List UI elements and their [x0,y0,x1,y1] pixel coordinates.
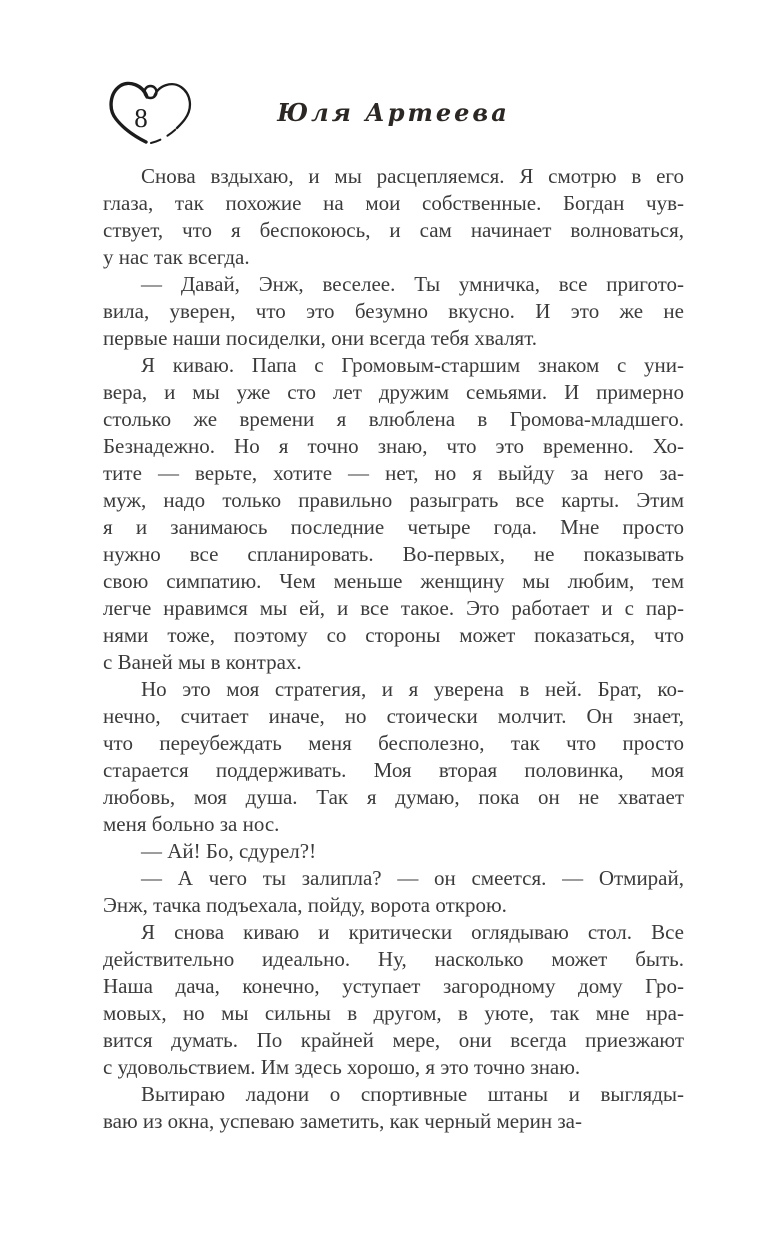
text-line: тите — верьте, хотите — нет, но я выйду за него за- [103,461,684,485]
text-line: — Ай! Бо, сдурел?! [141,839,317,863]
text-line: Я снова киваю и критически оглядываю стол. Все [141,920,684,944]
paragraph [103,352,684,676]
text-line: глаза, так похожие на мои собственные. Богдан чув- [103,191,684,215]
text-line: у нас так всегда. [103,245,250,269]
text-line: нечно, считает иначе, но стоически молчит. Он знает, [103,704,684,728]
paragraph [103,163,684,271]
text-line: Но это моя стратегия, и я уверена в ней. Брат, ко- [141,677,684,701]
text-line: старается поддерживать. Моя вторая половинка, моя [103,758,684,782]
text-block [103,163,684,1135]
text-line: что переубеждать меня бесполезно, так что просто [103,731,684,755]
text-line: любовь, моя душа. Так я думаю, пока он не хватает [103,785,684,809]
text-line: Энж, тачка подъехала, пойду, ворота открою. [103,893,507,917]
paragraph [103,1081,684,1135]
text-line: первые наши посиделки, они всегда тебя хвалят. [103,326,538,350]
page-number: 8 [134,103,148,133]
paragraph [103,838,684,865]
author-header: Юля Артеева [277,98,510,127]
text-line: Наша дача, конечно, уступает загородному дому Гро- [103,974,684,998]
text-line: столько же времени я влюблена в Громова-младшего. [103,407,684,431]
text-line: я и занимаюсь последние четыре года. Мне просто [103,515,684,539]
text-line: легче нравимся мы ей, и все такое. Это работает и с пар- [103,596,684,620]
text-line: вера, и мы уже сто лет дружим семьями. И примерно [103,380,684,404]
text-line: нужно все спланировать. Во-первых, не показывать [103,542,684,566]
text-line: ствует, что я беспокоюсь, и сам начинает волноваться, [103,218,684,242]
text-line: муж, надо только правильно разыграть все карты. Этим [103,488,684,512]
text-line: Безнадежно. Но я точно знаю, что это временно. Хо- [103,434,684,458]
text-line: вила, уверен, что это безумно вкусно. И это же не [103,299,684,323]
text-line: Снова вздыхаю, и мы расцепляемся. Я смотрю в его [141,164,684,188]
text-line: свою симпатию. Чем меньше женщину мы любим, тем [103,569,684,593]
text-line: — А чего ты залипла? — он смеется. — Отмирай, [141,866,684,890]
text-line: вится думать. По крайней мере, они всегда приезжают [103,1028,684,1052]
text-line: меня больно за нос. [103,812,280,836]
text-line: Я киваю. Папа с Громовым-старшим знаком с уни- [141,353,684,377]
text-line: мовых, но мы сильны в другом, в уюте, так мне нра- [103,1001,684,1025]
paragraph [103,676,684,838]
text-line: действительно идеально. Ну, насколько может быть. [103,947,684,971]
text-line: с удовольствием. Им здесь хорошо, я это точно знаю. [103,1055,581,1079]
text-line: ваю из окна, успеваю заметить, как черный мерин за- [103,1109,582,1133]
paragraph [103,865,684,919]
text-line: Вытираю ладони о спортивные штаны и выгляды- [141,1082,684,1106]
paragraph [103,271,684,352]
text-line: нями тоже, поэтому со стороны может показаться, что [103,623,684,647]
text-line: — Давай, Энж, веселее. Ты умничка, все пригото- [141,272,684,296]
paragraph [103,919,684,1081]
text-line: с Ваней мы в контрах. [103,650,302,674]
